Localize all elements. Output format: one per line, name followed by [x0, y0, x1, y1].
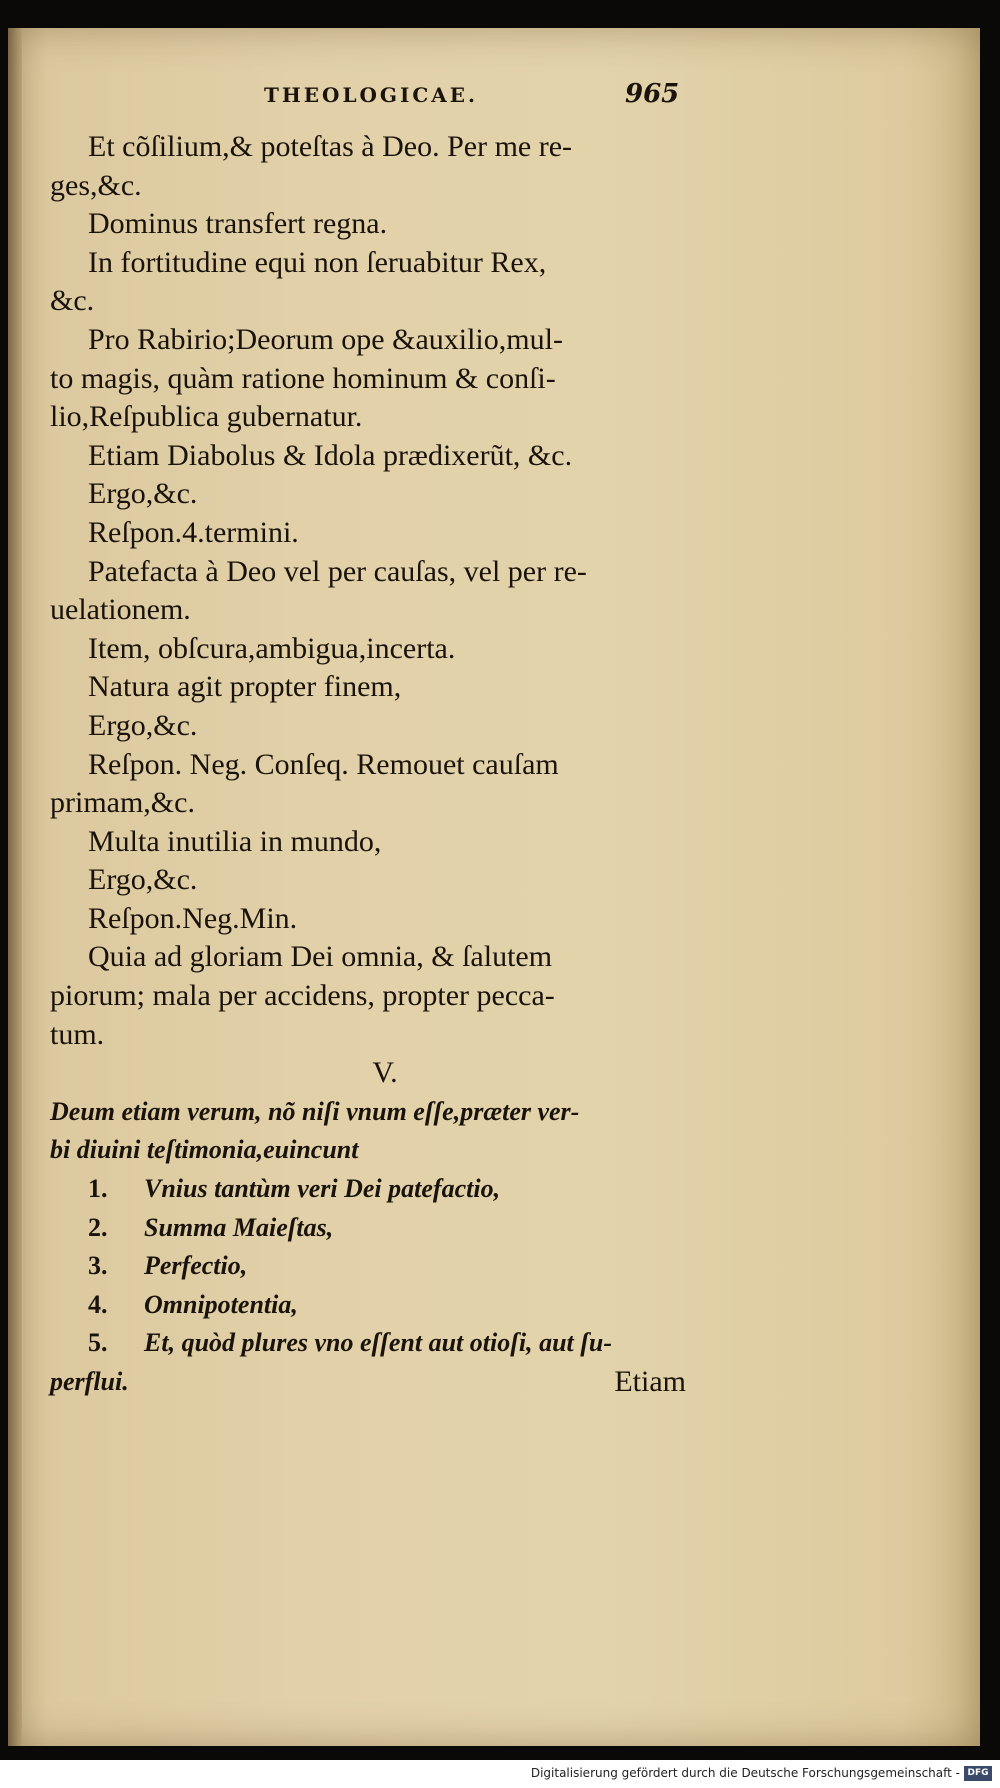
text-line: Dominus transfert regna. — [88, 207, 388, 241]
list-item — [50, 1286, 680, 1325]
page-number: 965 — [625, 79, 680, 109]
text-line: Pro Rabirio;Deorum ope &auxilio,mul- — [88, 322, 563, 356]
text-line: Item, obſcura,ambigua,incerta. — [88, 631, 456, 665]
last-line — [50, 1363, 686, 1402]
running-title: THEOLOGICAE. — [264, 83, 479, 107]
page-spine-edge — [8, 28, 22, 1746]
text-block — [50, 128, 686, 1402]
section-heading: V. — [372, 1056, 398, 1090]
text-line: Natura agit propter finem, — [88, 670, 402, 704]
text-line: Patefacta à Deo vel per cauſas, vel per re- — [88, 554, 587, 588]
text-line: In fortitudine equi non ſeruabitur Rex, — [88, 245, 547, 279]
dfg-logo: DFG — [964, 1766, 992, 1781]
list-item — [50, 1209, 680, 1248]
text-line: Reſpon.4.termini. — [88, 515, 299, 549]
list-text: Vnius tantùm veri Dei patefactio, — [144, 1174, 501, 1204]
text-line: Reſpon. Neg. Conſeq. Remouet cauſam — [88, 747, 559, 781]
text-line: Ergo,&c. — [88, 863, 198, 897]
thesis-line: bi diuini teſtimonia,euincunt — [50, 1135, 359, 1165]
list-number: 5. — [88, 1328, 108, 1358]
text-line: uelationem. — [50, 593, 191, 627]
book-page — [8, 28, 980, 1746]
list-item — [50, 1170, 680, 1209]
text-line: ges,&c. — [50, 168, 142, 202]
list-item — [50, 1247, 680, 1286]
digitization-footer — [0, 1762, 1000, 1788]
text-line: Multa inutilia in mundo, — [88, 824, 382, 858]
list-text: Perfectio, — [144, 1251, 248, 1281]
list-number: 4. — [88, 1289, 108, 1319]
text-line: tum. — [50, 1017, 105, 1051]
text-line: Et cõſilium,& poteſtas à Deo. Per me re- — [88, 130, 573, 163]
thesis-line: Deum etiam verum, nõ niſi vnum eſſe,præter ver- — [50, 1096, 580, 1126]
list-number: 2. — [88, 1212, 108, 1242]
text-line: to magis, quàm ratione hominum & conſi- — [50, 361, 556, 395]
text-line: &c. — [50, 284, 95, 318]
list-text: Summa Maieſtas, — [144, 1212, 334, 1242]
text-line: lio,Reſpublica gubernatur. — [50, 400, 363, 434]
continuation-text: perflui. — [50, 1367, 129, 1396]
list-number: 1. — [88, 1174, 108, 1204]
running-head — [8, 79, 980, 123]
text-line: Reſpon.Neg.Min. — [88, 901, 298, 935]
footer-credit: Digitalisierung gefördert durch die Deutsche Forschungsgemeinschaft - — [530, 1766, 960, 1780]
text-line: Ergo,&c. — [88, 477, 198, 511]
list-number: 3. — [88, 1251, 108, 1281]
list-item — [50, 1324, 680, 1363]
list-text: Et, quòd plures vno eſſent aut otioſi, aut ſu- — [144, 1328, 613, 1358]
text-line: Quia ad gloriam Dei omnia, & ſalutem — [88, 940, 553, 974]
text-line: piorum; mala per accidens, propter pecca- — [50, 979, 555, 1013]
text-line: primam,&c. — [50, 786, 195, 820]
text-line: Etiam Diabolus & Idola prædixerũt, &c. — [88, 438, 573, 472]
catchword: Etiam — [614, 1365, 686, 1398]
text-line: Ergo,&c. — [88, 708, 198, 742]
list-text: Omnipotentia, — [144, 1289, 298, 1319]
